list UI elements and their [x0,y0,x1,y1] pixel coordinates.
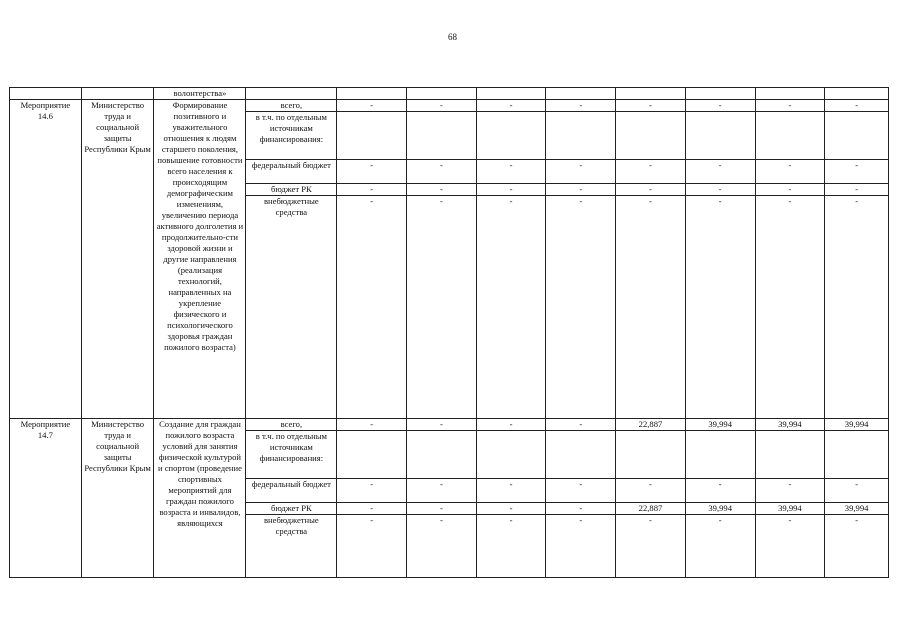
table-row [10,100,889,112]
amount-cell: - [685,100,755,112]
amount-cell: - [616,100,686,112]
measure-number-cell [10,419,82,578]
amount-cell: - [616,160,686,184]
table-row [10,88,889,100]
amount-cell: - [546,515,616,578]
table-row [10,419,889,431]
table-cell [337,88,407,100]
amount-cell [407,112,477,160]
amount-cell: - [407,160,477,184]
measure-type: Мероприятие [20,419,71,429]
amount-cell: - [407,515,477,578]
amount-cell: - [825,196,889,419]
amount-cell: - [616,515,686,578]
amount-cell: - [825,479,889,503]
table-cell [825,88,889,100]
funding-table [9,87,889,578]
measure-number: 14.7 [37,430,53,440]
amount-cell: 22,887 [616,503,686,515]
table-body [10,88,889,578]
amount-cell [825,431,889,479]
funding-source-cell: федеральный бюджет [246,479,337,503]
amount-cell: - [755,184,825,196]
amount-cell [616,431,686,479]
funding-source-cell: в т.ч. по отдельным источникам финансирования: [246,431,337,479]
amount-cell: - [407,100,477,112]
funding-source-cell: федеральный бюджет [246,160,337,184]
table-cell [81,88,154,100]
amount-cell: - [337,184,407,196]
amount-cell: - [476,160,546,184]
amount-cell [546,112,616,160]
funding-source-cell: внебюджетные средства [246,196,337,419]
measure-description-cell: Формирование позитивного и уважительного отношения к людям старшего поколения, повышение готовности всего населения к происходящим демографическим изменениям, увеличению периода активного долголетия и продолжительно-сти здоровой жизни и другие направления (реализация технологий, направленных на укрепление физического и психологического здоровья граждан пожилого возраста) [154,100,246,419]
executor-cell: Министерство труда и социальной защиты Республики Крым [81,100,154,419]
amount-cell: - [546,160,616,184]
amount-cell: 39,994 [685,503,755,515]
measure-type: Мероприятие [20,100,71,110]
table-cell [10,88,82,100]
amount-cell: - [337,479,407,503]
page-number: 68 [448,32,457,42]
amount-cell: - [476,515,546,578]
amount-cell: - [825,184,889,196]
description-tail-cell: волонтерства» [154,88,246,100]
amount-cell: - [546,100,616,112]
amount-cell [685,112,755,160]
amount-cell: - [337,419,407,431]
amount-cell: - [546,419,616,431]
amount-cell: - [755,479,825,503]
table-cell [476,88,546,100]
table-cell [407,88,477,100]
amount-cell: 39,994 [755,503,825,515]
amount-cell [337,112,407,160]
amount-cell: - [825,100,889,112]
amount-cell: - [546,184,616,196]
amount-cell: - [616,479,686,503]
amount-cell: - [337,515,407,578]
amount-cell: - [546,196,616,419]
amount-cell [755,112,825,160]
amount-cell: - [616,184,686,196]
amount-cell: - [407,184,477,196]
measure-number-cell [10,100,82,419]
amount-cell: - [407,479,477,503]
amount-cell: - [685,515,755,578]
table-cell [616,88,686,100]
amount-cell: - [476,479,546,503]
amount-cell: - [546,503,616,515]
amount-cell: - [407,503,477,515]
table-cell [546,88,616,100]
amount-cell: - [685,184,755,196]
measure-description-cell: Создание для граждан пожилого возраста условий для занятия физической культурой и спортом (проведение спортивных мероприятий для граждан пожилого возраста и инвалидов, являющихся [154,419,246,578]
amount-cell [337,431,407,479]
amount-cell: - [825,515,889,578]
amount-cell: - [755,196,825,419]
executor-cell: Министерство труда и социальной защиты Республики Крым [81,419,154,578]
amount-cell: - [685,160,755,184]
amount-cell [755,431,825,479]
amount-cell: - [755,515,825,578]
funding-source-cell: в т.ч. по отдельным источникам финансирования: [246,112,337,160]
amount-cell: - [407,196,477,419]
amount-cell: 39,994 [755,419,825,431]
amount-cell: - [337,160,407,184]
amount-cell: - [825,160,889,184]
amount-cell: - [755,160,825,184]
funding-source-cell: внебюджетные средства [246,515,337,578]
amount-cell: - [476,184,546,196]
amount-cell: - [755,100,825,112]
funding-source-cell: всего, [246,419,337,431]
amount-cell: - [616,196,686,419]
amount-cell: - [337,503,407,515]
table-cell [685,88,755,100]
amount-cell: - [685,196,755,419]
amount-cell: - [476,419,546,431]
amount-cell: - [476,100,546,112]
table-cell [755,88,825,100]
amount-cell [407,431,477,479]
amount-cell: - [337,196,407,419]
amount-cell: - [546,479,616,503]
amount-cell: - [476,196,546,419]
amount-cell [476,431,546,479]
funding-source-cell: всего, [246,100,337,112]
amount-cell: 39,994 [825,419,889,431]
measure-number: 14.6 [37,111,53,121]
amount-cell [616,112,686,160]
amount-cell [546,431,616,479]
amount-cell: 22,887 [616,419,686,431]
funding-source-cell: бюджет РК [246,184,337,196]
amount-cell: 39,994 [825,503,889,515]
amount-cell: - [337,100,407,112]
amount-cell [476,112,546,160]
funding-source-cell: бюджет РК [246,503,337,515]
amount-cell: - [685,479,755,503]
amount-cell [685,431,755,479]
table-cell [246,88,337,100]
amount-cell [825,112,889,160]
amount-cell: - [476,503,546,515]
amount-cell: 39,994 [685,419,755,431]
amount-cell: - [407,419,477,431]
